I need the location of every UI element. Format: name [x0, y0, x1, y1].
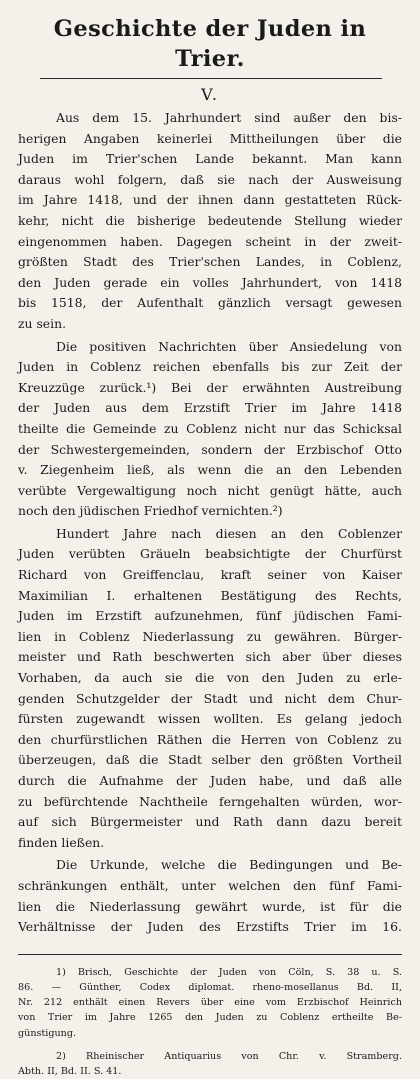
text-line: eingenommen haben. Dagegen scheint in der zweit-	[18, 233, 402, 249]
text-line: Juden im Trier'schen Lande bekannt. Man kann	[18, 151, 402, 167]
text-line: schränkungen enthält, unter welchen den fünf Fami-	[18, 877, 402, 893]
article-body	[18, 108, 402, 938]
text-line: fürsten zugewandt wissen wollten. Es gelang jedoch	[18, 711, 402, 727]
text-line: Die positiven Nachrichten über Ansiedelung von	[56, 338, 402, 354]
footnote-line: günstigung.	[18, 1027, 77, 1039]
text-line: noch den jüdischen Friedhof vernichten.²)	[18, 503, 283, 519]
text-line: zu befürchtende Nachtheile ferngehalten würden, wor-	[18, 793, 402, 809]
text-line: theilte die Gemeinde zu Coblenz nicht nur das Schicksal	[18, 420, 402, 436]
text-line: den churfürstlichen Räthen die Herren von Coblenz zu	[18, 731, 402, 747]
text-line: Vorhaben, da auch sie die von den Juden zu erle-	[18, 670, 402, 686]
text-line: durch die Aufnahme der Juden habe, und daß alle	[18, 773, 402, 788]
text-line: genden Schutzgelder der Stadt und nicht dem Chur-	[18, 690, 402, 706]
text-line: bis 1518, der Aufenthalt gänzlich versagt gewesen	[18, 295, 402, 311]
text-line: daraus wohl folgern, daß sie nach der Ausweisung	[18, 171, 402, 187]
text-line: Juden im Erzstift aufzunehmen, fünf jüdischen Fami-	[18, 608, 402, 624]
text-line: Die Urkunde, welche die Bedingungen und Be-	[56, 857, 402, 873]
paragraph-4	[18, 855, 402, 937]
text-line: Juden verübten Gräueln beabsichtigte der Churfürst	[18, 546, 402, 562]
text-line: zu sein.	[18, 315, 67, 331]
text-line: Maximilian I. erhaltenen Bestätigung des Rechts,	[18, 587, 402, 603]
footnote-rule	[18, 954, 402, 955]
text-line: Richard von Greiffenclau, kraft seiner von Kaiser	[18, 567, 402, 583]
text-line: im Jahre 1418, und der ihnen dann gestatteten Rück-	[18, 192, 402, 208]
text-line: verübte Vergewaltigung noch nicht genügt hätte, auch	[18, 482, 402, 498]
text-line: herigen Angaben keinerlei Mittheilungen über die	[18, 130, 402, 146]
text-line: kehr, nicht die bisherige bedeutende Stellung wieder	[18, 212, 402, 228]
paragraph-3	[18, 524, 402, 854]
text-line: der Schwestergemeinden, sondern der Erzbischof Otto	[18, 441, 402, 457]
article-title: Geschichte der Juden in Trier.	[53, 16, 367, 72]
text-line: v. Ziegenheim ließ, als wenn die an den Lebenden	[18, 462, 402, 478]
section-number: V.	[201, 85, 219, 104]
footnote-spacer	[18, 1041, 402, 1049]
text-line: der Juden aus dem Erzstift Trier im Jahre 1418	[18, 400, 402, 416]
text-line: lien in Coblenz Niederlassung zu gewähren. Bürger-	[18, 628, 402, 644]
text-line: Aus dem 15. Jahrhundert sind außer den bis-	[56, 110, 402, 125]
footnote-line: 1) Brisch, Geschichte der Juden von Cöln, S. 38 u. S.	[56, 966, 402, 978]
text-line: Juden in Coblenz reichen ebenfalls bis zur Zeit der	[18, 359, 402, 375]
text-line: finden ließen.	[18, 834, 105, 850]
paragraph-1	[18, 108, 402, 335]
title-rule	[40, 78, 382, 79]
text-line: überzeugen, daß die Stadt selber den größten Vortheil	[18, 752, 402, 768]
footnote-line: Abth. II, Bd. II. S. 41.	[18, 1065, 122, 1077]
text-line: meister und Rath beschwerten sich aber über dieses	[18, 649, 402, 665]
text-line: Verhältnisse der Juden des Erzstifts Trier im 16.	[18, 919, 402, 935]
text-line: größten Stadt des Trier'schen Landes, in Coblenz,	[18, 254, 402, 270]
text-line: Kreuzzüge zurück.¹) Bei der erwähnten Austreibung	[18, 379, 402, 395]
footnote-1	[18, 965, 402, 1041]
footnote-line: 2) Rheinischer Antiquarius von Chr. v. Stramberg.	[56, 1050, 402, 1062]
footnote-line: 86. — Günther, Codex diplomat. rheno-mosellanus Bd. II,	[18, 981, 402, 993]
footnote-line: von Trier im Jahre 1265 den Juden zu Coblenz ertheilte Be-	[18, 1012, 402, 1024]
text-line: Hundert Jahre nach diesen an den Coblenzer	[56, 525, 402, 541]
text-line: lien die Niederlassung gewährt wurde, ist für die	[18, 898, 402, 914]
text-line: auf sich Bürgermeister und Rath dann dazu bereit	[18, 814, 402, 830]
footnote-2	[18, 1049, 402, 1079]
text-line: den Juden gerade ein volles Jahrhundert, von 1418	[18, 274, 402, 290]
footnote-line: Nr. 212 enthält einen Revers über eine vom Erzbischof Heinrich	[18, 997, 402, 1009]
paragraph-2	[18, 337, 402, 522]
footnotes	[18, 965, 402, 1079]
